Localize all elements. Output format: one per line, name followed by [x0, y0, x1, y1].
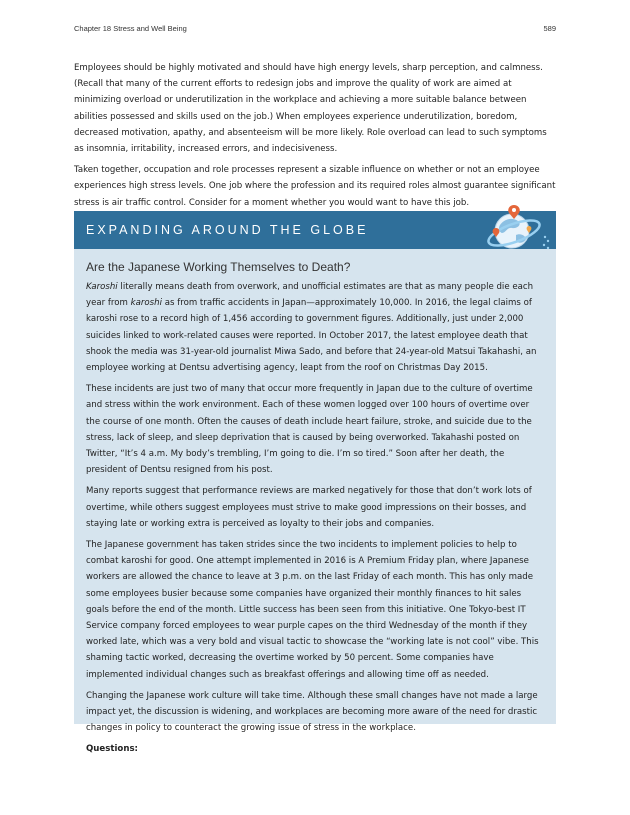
- feature-heading: Are the Japanese Working Themselves to Death?: [86, 260, 351, 274]
- feature-banner: [74, 211, 556, 249]
- globe-icon: [482, 203, 552, 255]
- chapter-title: Chapter 18 Stress and Well Being: [74, 24, 187, 33]
- feature-paragraph-4: The Japanese government has taken strides since the two incidents to implement policies to help to combat karoshi for good. One attempt implemented in 2016 is A Premium Friday plan, where Japanese workers are allowed the chance to leave at 3 p.m. on the last Friday of each month. This has only made some employees busier because some companies have organized their monthly finances to hit sales goals before the end of the month. Little success has been seen from this initiative. One Tokyo-best IT Service company forced employees to wear purple capes on the third Wednesday of the month if they worked late, which was a very bold and visual tactic to showcase the “working late is not cool” vibe. This shaming tactic worked, decreasing the overtime worked by 50 percent. Some companies have implemented individual changes such as breakfast offerings and allowing time off as needed.: [86, 540, 539, 680]
- running-header: [74, 24, 556, 33]
- feature-body: [74, 249, 556, 758]
- term-karoshi-2: karoshi: [130, 298, 162, 309]
- main-body: [74, 60, 556, 216]
- feature-paragraph-5: Changing the Japanese work culture will take time. Although these small changes have not made a large impact yet, the discussion is widening, and workplaces are becoming more aware of the need for drastic changes in policy to counteract the growing issue of stress in the workplace.: [86, 690, 538, 734]
- feature-paragraph-1: Karoshi literally means death from overwork, and unofficial estimates are that as many people die each year from karoshi as from traffic accidents in Japan—approximately 10,000. In 2016, the legal claims of karoshi rose to a record high of 1,456 according to government figures. Additionally, just under 2,000 suicides linked to work-related causes were reported. In October 2017, the latest employee death that shook the media was 31-year-old journalist Miwa Sado, and before that 24-year-old Matsui Takahashi, an employee working at Dentsu advertising agency, leapt from the roof on Christmas Day 2015.: [86, 282, 537, 374]
- questions-label: Questions:: [86, 744, 138, 755]
- feature-banner-title: EXPANDING AROUND THE GLOBE: [86, 223, 369, 237]
- feature-paragraph-3: Many reports suggest that performance reviews are marked negatively for those that don’t work lots of overtime, while others suggest employees must strive to make good impressions on their bosses, and staying late or working extra is perceived as loyalty to their jobs and companies.: [86, 486, 532, 529]
- body-paragraph-2: Taken together, occupation and role processes represent a sizable influence on whether or not an employee experiences high stress levels. One job where the profession and its required roles almost guarantee significant stress is air traffic control. Consider for a moment whether you would want to have this job.: [74, 165, 556, 208]
- page-number: 589: [543, 24, 556, 33]
- feature-box: [74, 211, 556, 755]
- body-paragraph-1: Employees should be highly motivated and should have high energy levels, sharp perception, and calmness. (Recall that many of the current efforts to redesign jobs and improve the quality of work are aimed at minimizing overload or underutilization in the workplace and achieving a more suitable balance between abilities possessed and skills used on the job.) When employees experience underutilization, boredom, decreased motivation, apathy, and absenteeism will be more likely. Role overload can lead to such symptoms as insomnia, irritability, increased errors, and indecisiveness.: [74, 63, 547, 155]
- feature-paragraph-2: These incidents are just two of many that occur more frequently in Japan due to the culture of overtime and stress within the work environment. Each of these women logged over 100 hours of overtime over the course of one month. Often the causes of death include heart failure, stroke, and suicide due to the stress, lack of sleep, and sleep deprivation that is caused by being overworked. Takahashi posted on Twitter, “It’s 4 a.m. My body’s trembling, I’m going to die. I’m so tired.” Soon after her death, the president of Dentsu resigned from his post.: [86, 384, 533, 476]
- term-karoshi: Karoshi: [86, 282, 118, 292]
